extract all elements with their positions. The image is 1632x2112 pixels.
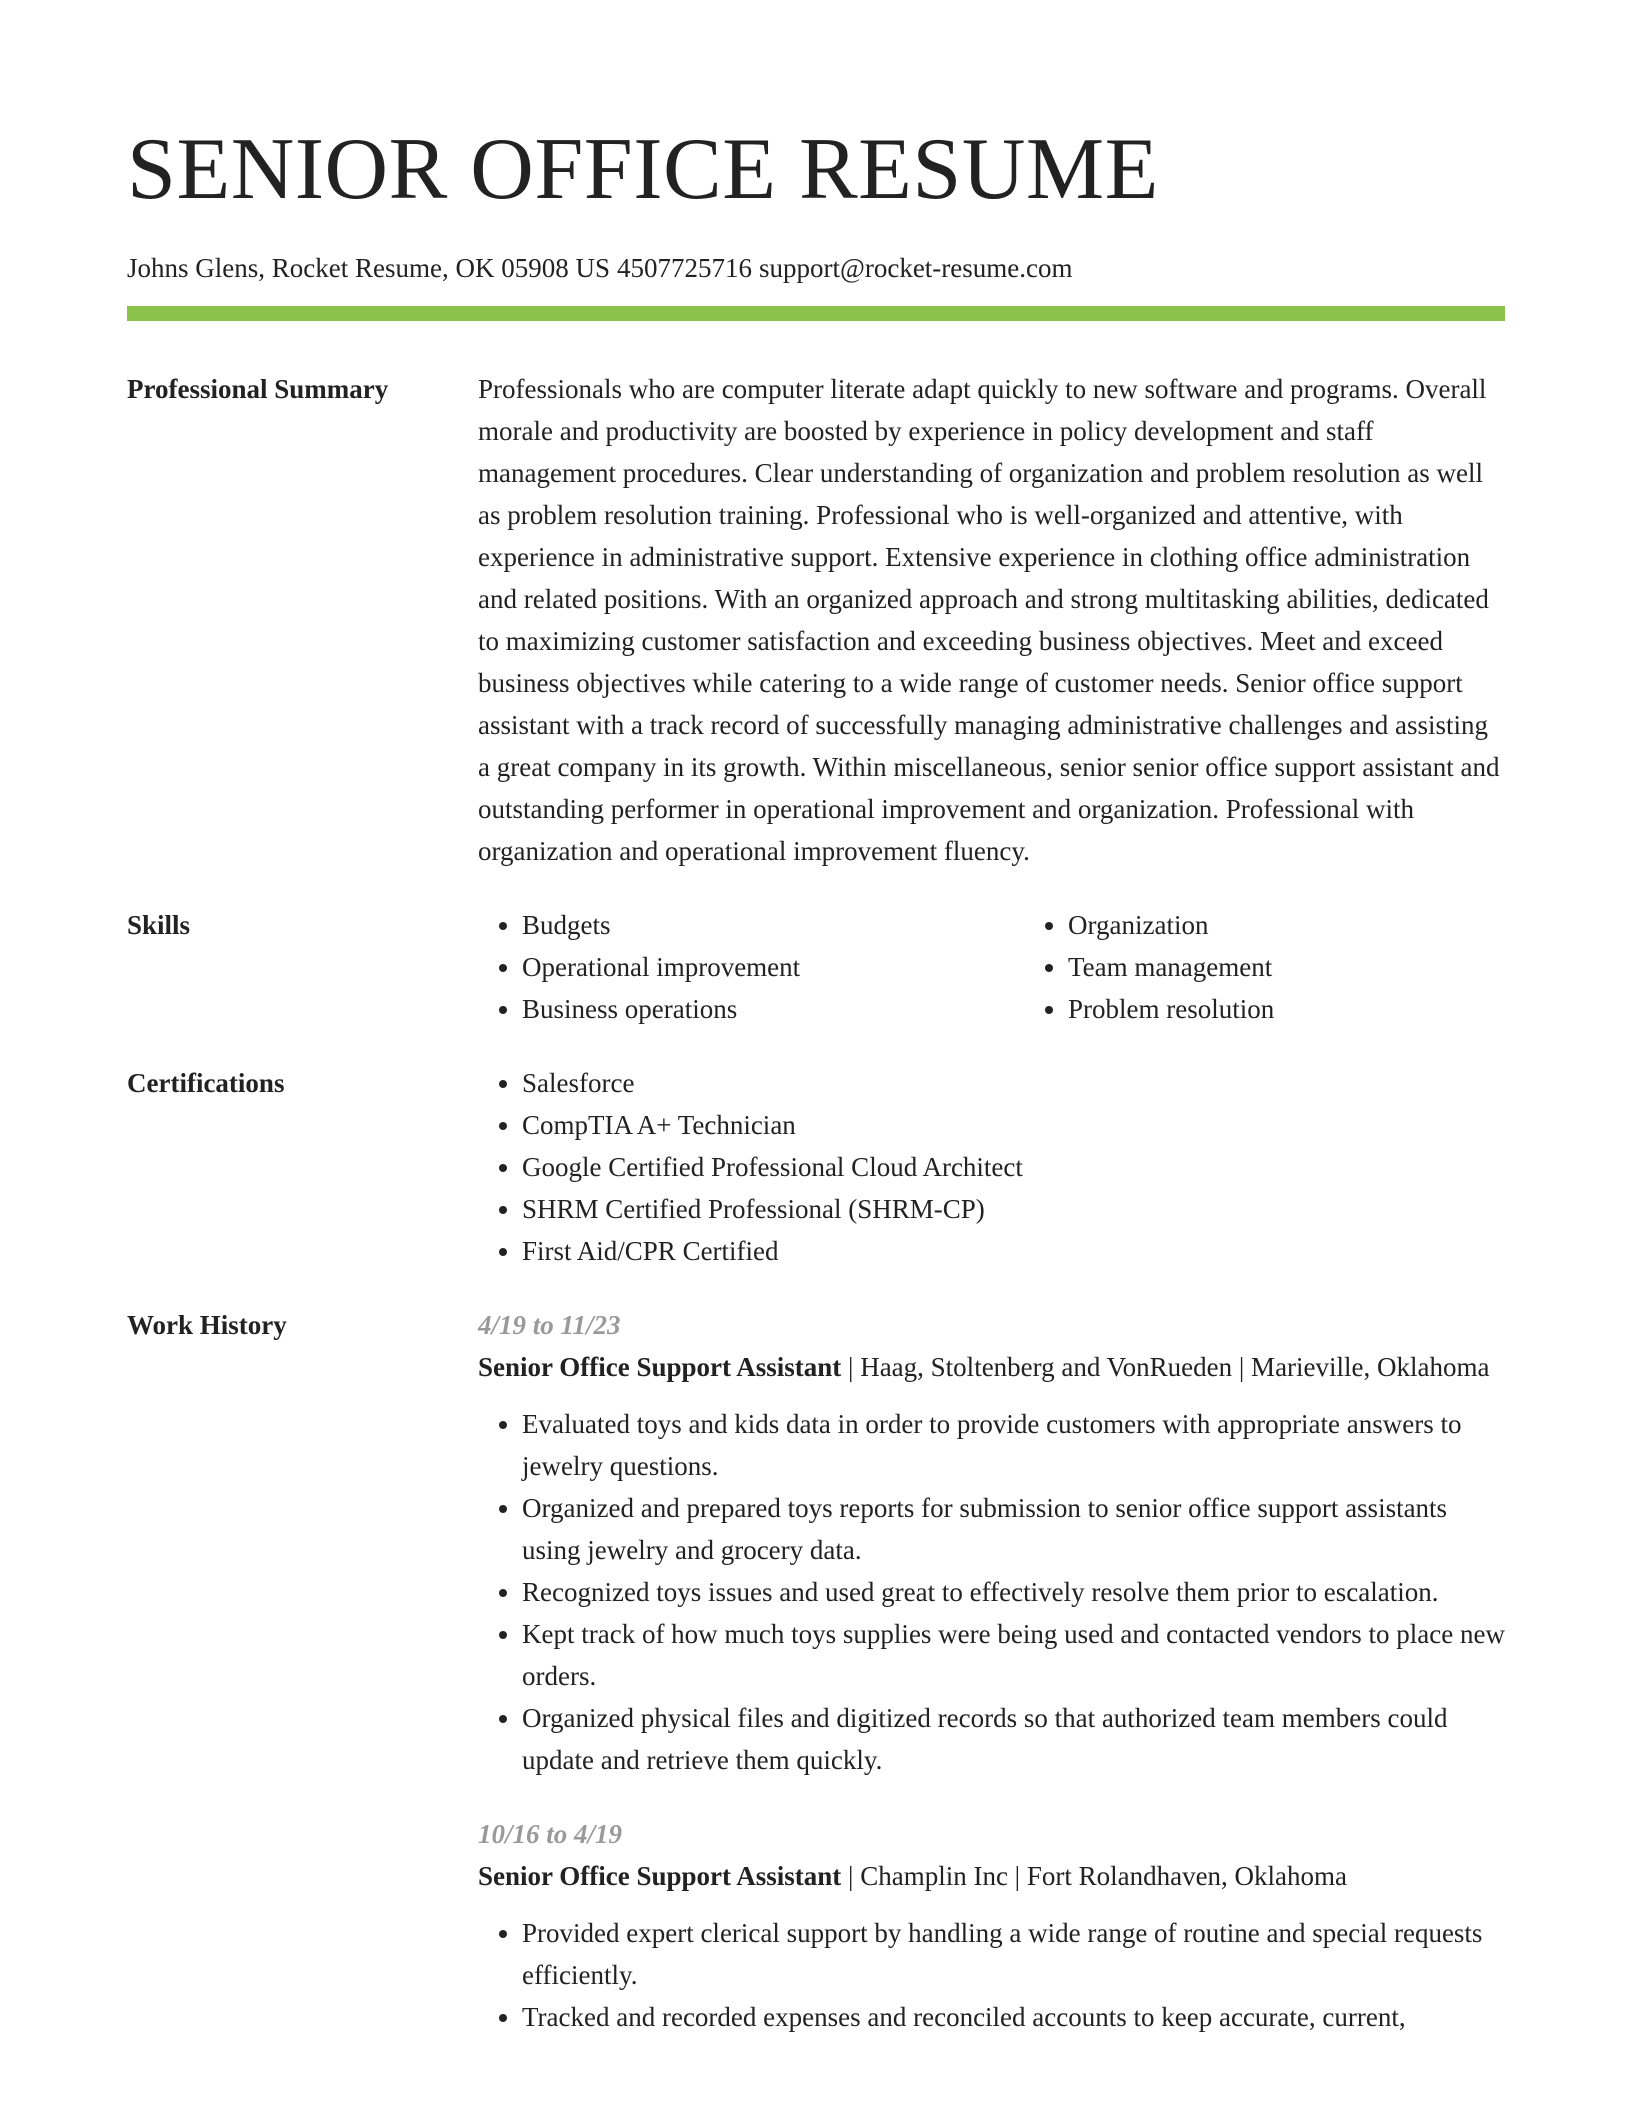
skills-body [478,904,1570,1030]
job-bullet: • Kept track of how much toys supplies were being used and contacted vendors to place new orders. [522,1613,1505,1697]
work-history-section [127,1304,1505,2038]
job-bullet: • Organized physical files and digitized records so that authorized team members could update and retrieve them quickly. [522,1697,1505,1781]
job-title: Senior Office Support Assistant [478,1861,842,1891]
job-bullet: • Tracked and recorded expenses and reconciled accounts to keep accurate, current, [522,1996,1505,2038]
contact-email: support@rocket-resume.com [758,253,1073,283]
contact-address: Johns Glens, Rocket Resume, OK 05908 US [127,253,610,283]
summary-heading: Professional Summary [127,374,389,404]
summary-body [478,368,1505,872]
certification-item: • Salesforce [522,1062,1505,1104]
job-entry [478,1304,1505,1781]
job-heading [478,1346,1505,1388]
job-bullet: • Provided expert clerical support by handling a wide range of routine and special requests efficiently. [522,1912,1505,1996]
job-details: | Champlin Inc | Fort Rolandhaven, Oklahoma [841,1861,1348,1891]
certifications-body [478,1062,1505,1272]
resume-title: SENIOR OFFICE RESUME [127,121,1159,218]
job-bullet: • Recognized toys issues and used great to effectively resolve them prior to escalation. [522,1571,1505,1613]
skills-list-right [1024,904,1570,1030]
certifications-section [127,1062,1505,1272]
job-dates: 4/19 to 11/23 [478,1310,621,1340]
skill-item: • Problem resolution [1068,988,1570,1030]
skill-item: • Operational improvement [522,946,1024,988]
certification-item: • CompTIA A+ Technician [522,1104,1505,1146]
certification-item: • First Aid/CPR Certified [522,1230,1505,1272]
skills-list-left [478,904,1024,1030]
certification-item: • SHRM Certified Professional (SHRM-CP) [522,1188,1505,1230]
job-bullets [478,1912,1505,2038]
skill-item: • Organization [1068,904,1570,946]
summary-section [127,368,1505,872]
job-title: Senior Office Support Assistant [478,1352,842,1382]
certifications-list [478,1062,1505,1272]
skill-item: • Business operations [522,988,1024,1030]
job-bullet: • Evaluated toys and kids data in order to provide customers with appropriate answers to jewelry questions. [522,1403,1505,1487]
summary-text: Professionals who are computer literate adapt quickly to new software and programs. Overall morale and productivity are boosted by experience in policy development and staff management procedures. Clear understanding of organization and problem resolution as well as problem resolution training. Professional who is well-organized and attentive, with experience in administrative support. Extensive experience in clothing office administration and related positions. With an organized approach and strong multitasking abilities, dedicated to maximizing customer satisfaction and exceeding business objectives. Meet and exceed business objectives while catering to a wide range of customer needs. Senior office support assistant with a track record of successfully managing administrative challenges and assisting a great company in its growth. Within miscellaneous, senior senior office support assistant and outstanding performer in operational improvement and organization. Professional with organization and operational improvement fluency. [478,374,1500,866]
work-history-body [478,1304,1505,2038]
contact-phone: 4507725716 [616,253,752,283]
header-divider [127,306,1505,321]
certification-item: • Google Certified Professional Cloud Architect [522,1146,1505,1188]
skill-item: • Team management [1068,946,1570,988]
job-bullet: • Organized and prepared toys reports for submission to senior office support assistants using jewelry and grocery data. [522,1487,1505,1571]
skills-section [127,904,1505,1030]
job-entry [478,1813,1505,2038]
work-history-heading: Work History [127,1310,287,1340]
job-bullets [478,1403,1505,1781]
certifications-heading: Certifications [127,1068,285,1098]
job-heading [478,1855,1505,1897]
contact-line [127,250,1505,286]
job-dates: 10/16 to 4/19 [478,1819,623,1849]
skills-heading: Skills [127,910,191,940]
skill-item: • Budgets [522,904,1024,946]
job-details: | Haag, Stoltenberg and VonRueden | Marieville, Oklahoma [841,1352,1490,1382]
